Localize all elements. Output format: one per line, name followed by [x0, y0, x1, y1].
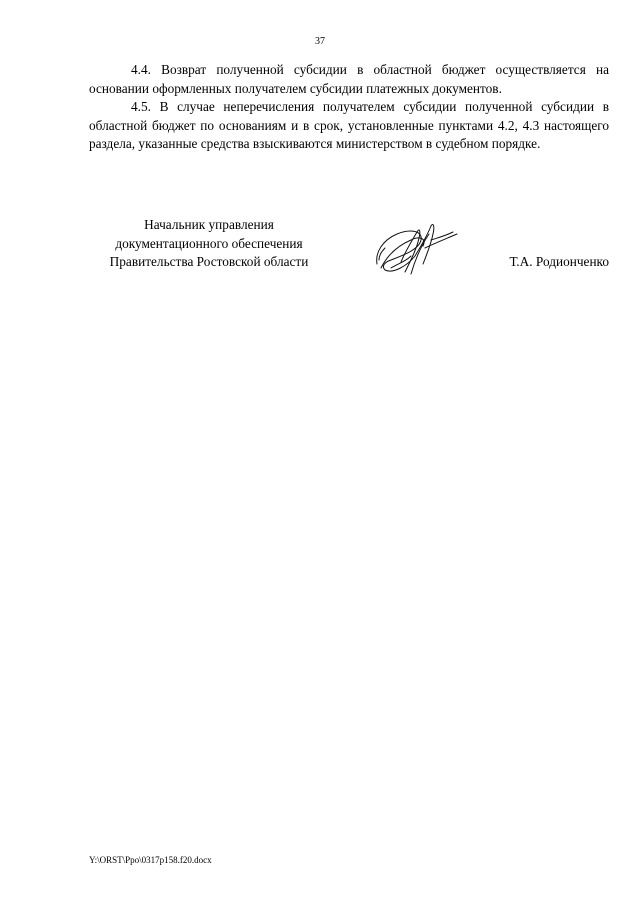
- document-body: [89, 61, 609, 154]
- signer-position-line-2: документационного обеспечения: [115, 235, 303, 251]
- handwritten-signature: [371, 216, 463, 280]
- footer-file-path: Y:\ORST\Ppo\0317p158.f20.docx: [89, 855, 212, 865]
- signature-block: [89, 216, 609, 286]
- signer-position-line-3: Правительства Ростовской области: [109, 254, 309, 269]
- signer-name: Т.А. Родионченко: [509, 254, 609, 269]
- signer-position-line-1: Начальник управления: [144, 217, 274, 232]
- page-number: 37: [315, 36, 325, 47]
- paragraph-4-5: 4.5. В случае неперечисления получателем субсидии полученной субсидии в областной бюджет по основаниям и в срок, установленные пунктами 4.2, 4.3 настоящего раздела, указанные средства взыскиваются министерством в судебном порядке.: [89, 99, 609, 151]
- signer-position: [89, 216, 329, 272]
- paragraph-4-4: 4.4. Возврат полученной субсидии в областной бюджет осуществляется на основании оформленных получателем субсидии платежных документов.: [89, 62, 609, 96]
